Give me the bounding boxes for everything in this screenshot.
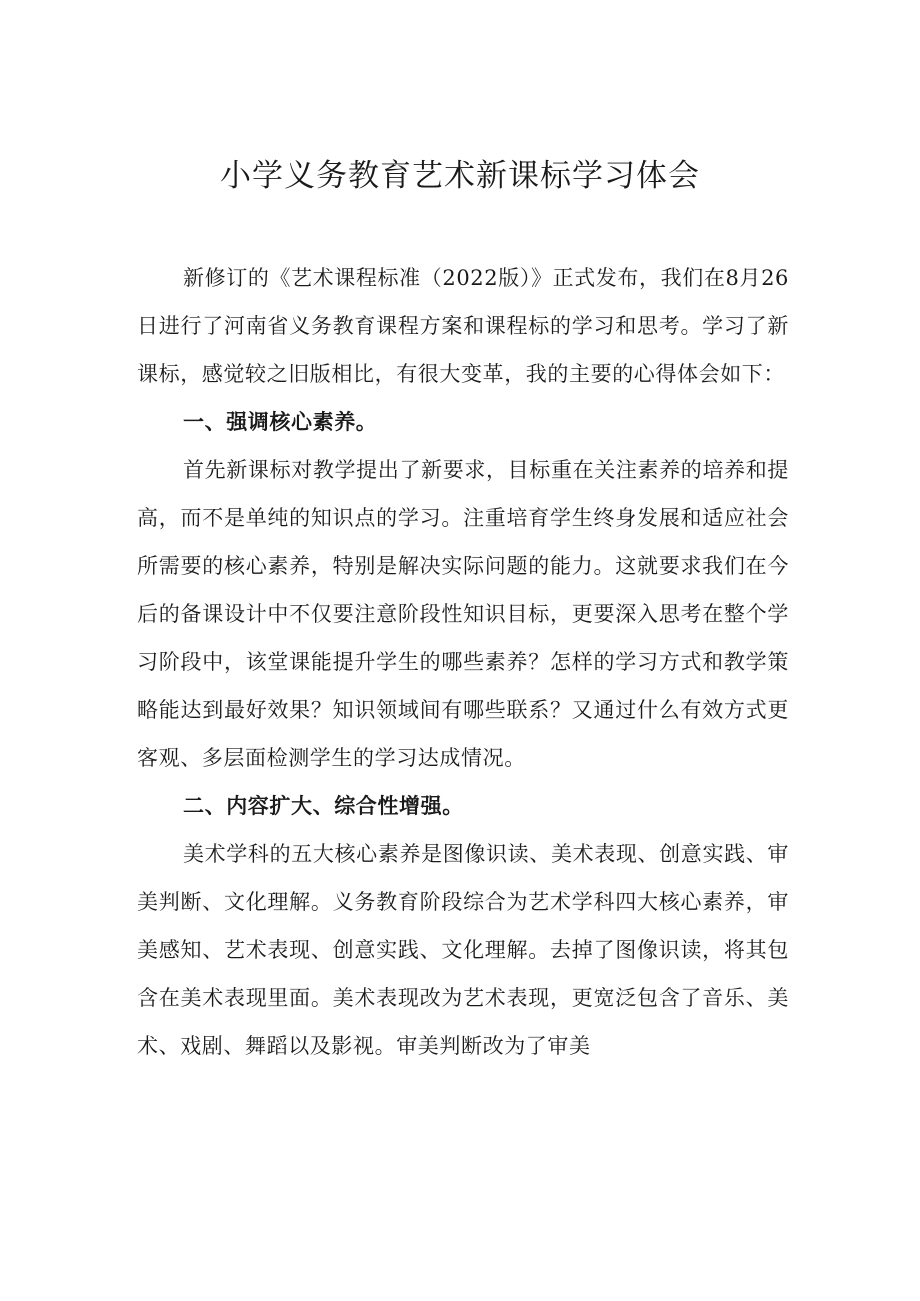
- section-heading-core-literacy: 一、强调核心素养。: [183, 410, 378, 434]
- section-paragraph-core-literacy: 首先新课标对教学提出了新要求，目标重在关注素养的培养和提高，而不是单纯的知识点的学习。注重培育学生终身发展和适应社会所需要的核心素养，特别是解决实际问题的能力。这就要求我们在今后的备课设计中不仅要注意阶段性知识目标，更要深入思考在整个学习阶段中，该堂课能提升学生的哪些素养？怎样的学习方式和教学策略能达到最好效果？知识领域间有哪些联系？又通过什么有效方式更客观、多层面检测学生的学习达成情况。: [137, 458, 789, 770]
- document-title: 小学义务教育艺术新课标学习体会: [220, 158, 700, 194]
- intro-paragraph: 新修订的《艺术课程标准（2022版）》正式发布，我们在8月26日进行了河南省义务教育课程方案和课程标的学习和思考。学习了新课标，感觉较之旧版相比，有很大变革，我的主要的心得体会如下：: [137, 266, 789, 386]
- section-paragraph-content-expansion: 美术学科的五大核心素养是图像识读、美术表现、创意实践、审美判断、文化理解。义务教育阶段综合为艺术学科四大核心素养，审美感知、艺术表现、创意实践、文化理解。去掉了图像识读，将其包含在美术表现里面。美术表现改为艺术表现，更宽泛包含了音乐、美术、戏剧、舞蹈以及影视。审美判断改为了审美: [137, 842, 789, 1058]
- section-heading-content-expansion: 二、内容扩大、综合性增强。: [183, 794, 464, 818]
- document-body: [137, 254, 789, 1070]
